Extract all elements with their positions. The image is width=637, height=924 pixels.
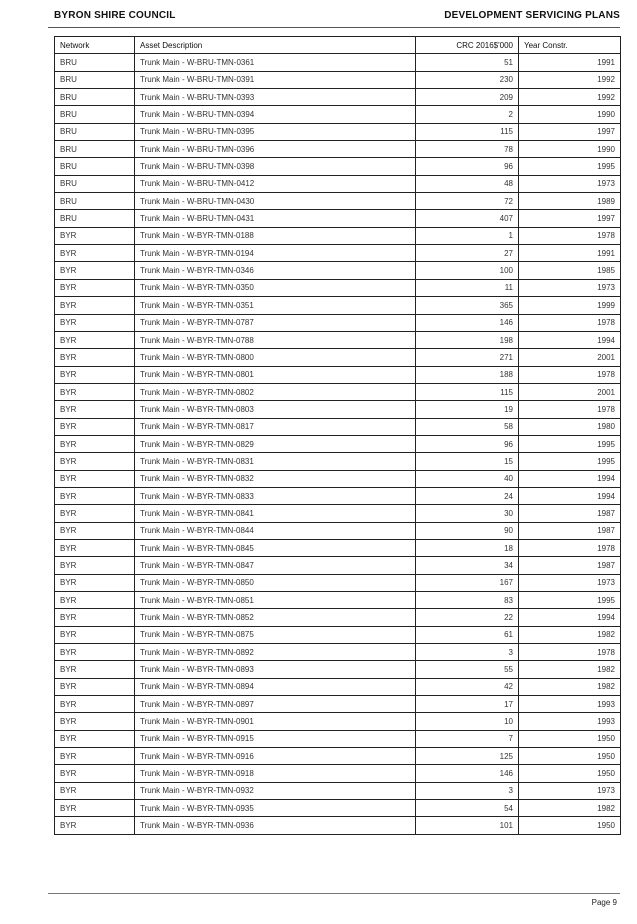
- network-cell: BYR: [55, 401, 135, 418]
- table-row: [55, 210, 621, 227]
- asset-description-cell: Trunk Main - W-BYR-TMN-0851: [135, 592, 416, 609]
- year-constructed-cell: 1973: [519, 279, 621, 296]
- crc-value-cell: 115: [416, 383, 519, 400]
- table-row: [55, 609, 621, 626]
- crc-value-cell: 19: [416, 401, 519, 418]
- network-cell: BRU: [55, 123, 135, 140]
- year-constructed-cell: 1982: [519, 800, 621, 817]
- crc-value-cell: 115: [416, 123, 519, 140]
- header-divider: [48, 27, 620, 28]
- network-cell: BYR: [55, 557, 135, 574]
- network-cell: BRU: [55, 158, 135, 175]
- table-row: [55, 800, 621, 817]
- asset-description-cell: Trunk Main - W-BRU-TMN-0391: [135, 71, 416, 88]
- network-cell: BYR: [55, 470, 135, 487]
- year-constructed-cell: 1973: [519, 574, 621, 591]
- asset-description-cell: Trunk Main - W-BRU-TMN-0412: [135, 175, 416, 192]
- crc-value-cell: 30: [416, 505, 519, 522]
- document-title: DEVELOPMENT SERVICING PLANS: [444, 10, 620, 21]
- table-row: [55, 557, 621, 574]
- year-constructed-cell: 1985: [519, 262, 621, 279]
- network-cell: BRU: [55, 89, 135, 106]
- table-row: [55, 817, 621, 834]
- crc-value-cell: 100: [416, 262, 519, 279]
- year-constructed-cell: 1999: [519, 297, 621, 314]
- asset-description-cell: Trunk Main - W-BYR-TMN-0841: [135, 505, 416, 522]
- year-constructed-cell: 1995: [519, 453, 621, 470]
- table-row: [55, 123, 621, 140]
- year-constructed-cell: 1982: [519, 661, 621, 678]
- year-constructed-cell: 1978: [519, 366, 621, 383]
- asset-description-cell: Trunk Main - W-BYR-TMN-0833: [135, 487, 416, 504]
- table-row: [55, 227, 621, 244]
- council-name: BYRON SHIRE COUNCIL: [54, 10, 176, 21]
- crc-value-cell: 125: [416, 748, 519, 765]
- asset-description-cell: Trunk Main - W-BYR-TMN-0894: [135, 678, 416, 695]
- asset-description-cell: Trunk Main - W-BYR-TMN-0351: [135, 297, 416, 314]
- asset-description-cell: Trunk Main - W-BYR-TMN-0847: [135, 557, 416, 574]
- network-cell: BRU: [55, 71, 135, 88]
- asset-table: [54, 36, 621, 835]
- table-row: [55, 401, 621, 418]
- crc-value-cell: 96: [416, 158, 519, 175]
- table-row: [55, 262, 621, 279]
- crc-value-cell: 54: [416, 800, 519, 817]
- crc-value-cell: 27: [416, 245, 519, 262]
- table-row: [55, 331, 621, 348]
- network-cell: BYR: [55, 366, 135, 383]
- table-row: [55, 175, 621, 192]
- crc-value-cell: 11: [416, 279, 519, 296]
- network-cell: BRU: [55, 193, 135, 210]
- year-constructed-cell: 1994: [519, 470, 621, 487]
- crc-value-cell: 15: [416, 453, 519, 470]
- crc-value-cell: 58: [416, 418, 519, 435]
- year-constructed-cell: 1995: [519, 158, 621, 175]
- crc-value-cell: 1: [416, 227, 519, 244]
- network-cell: BYR: [55, 817, 135, 834]
- crc-value-cell: 42: [416, 678, 519, 695]
- table-row: [55, 539, 621, 556]
- network-cell: BYR: [55, 297, 135, 314]
- year-constructed-cell: 1993: [519, 713, 621, 730]
- network-cell: BYR: [55, 782, 135, 799]
- network-cell: BYR: [55, 800, 135, 817]
- network-cell: BYR: [55, 383, 135, 400]
- table-row: [55, 435, 621, 452]
- year-constructed-cell: 1991: [519, 54, 621, 71]
- column-header-asset-description: Asset Description: [135, 37, 416, 54]
- year-constructed-cell: 1987: [519, 505, 621, 522]
- crc-value-cell: 72: [416, 193, 519, 210]
- table-row: [55, 661, 621, 678]
- table-row: [55, 314, 621, 331]
- asset-description-cell: Trunk Main - W-BYR-TMN-0852: [135, 609, 416, 626]
- table-row: [55, 522, 621, 539]
- table-row: [55, 748, 621, 765]
- network-cell: BYR: [55, 539, 135, 556]
- network-cell: BRU: [55, 141, 135, 158]
- asset-description-cell: Trunk Main - W-BYR-TMN-0188: [135, 227, 416, 244]
- year-constructed-cell: 1982: [519, 678, 621, 695]
- table-row: [55, 349, 621, 366]
- crc-value-cell: 209: [416, 89, 519, 106]
- network-cell: BYR: [55, 279, 135, 296]
- year-constructed-cell: 2001: [519, 383, 621, 400]
- asset-description-cell: Trunk Main - W-BYR-TMN-0875: [135, 626, 416, 643]
- asset-description-cell: Trunk Main - W-BYR-TMN-0893: [135, 661, 416, 678]
- year-constructed-cell: 1990: [519, 141, 621, 158]
- year-constructed-cell: 1993: [519, 696, 621, 713]
- asset-description-cell: Trunk Main - W-BRU-TMN-0395: [135, 123, 416, 140]
- crc-value-cell: 48: [416, 175, 519, 192]
- table-row: [55, 383, 621, 400]
- year-constructed-cell: 1973: [519, 175, 621, 192]
- column-header-year-constructed: Year Constr.: [519, 37, 621, 54]
- year-constructed-cell: 1978: [519, 644, 621, 661]
- crc-value-cell: 188: [416, 366, 519, 383]
- asset-description-cell: Trunk Main - W-BYR-TMN-0787: [135, 314, 416, 331]
- crc-value-cell: 40: [416, 470, 519, 487]
- year-constructed-cell: 1950: [519, 748, 621, 765]
- asset-description-cell: Trunk Main - W-BYR-TMN-0194: [135, 245, 416, 262]
- year-constructed-cell: 1978: [519, 401, 621, 418]
- crc-value-cell: 407: [416, 210, 519, 227]
- asset-description-cell: Trunk Main - W-BYR-TMN-0802: [135, 383, 416, 400]
- year-constructed-cell: 1994: [519, 609, 621, 626]
- network-cell: BYR: [55, 349, 135, 366]
- network-cell: BYR: [55, 678, 135, 695]
- table-row: [55, 158, 621, 175]
- table-row: [55, 418, 621, 435]
- table-row: [55, 487, 621, 504]
- asset-description-cell: Trunk Main - W-BYR-TMN-0844: [135, 522, 416, 539]
- year-constructed-cell: 1987: [519, 557, 621, 574]
- asset-description-cell: Trunk Main - W-BRU-TMN-0431: [135, 210, 416, 227]
- year-constructed-cell: 1980: [519, 418, 621, 435]
- table-row: [55, 89, 621, 106]
- network-cell: BYR: [55, 505, 135, 522]
- table-row: [55, 644, 621, 661]
- network-cell: BRU: [55, 175, 135, 192]
- asset-description-cell: Trunk Main - W-BYR-TMN-0788: [135, 331, 416, 348]
- network-cell: BYR: [55, 522, 135, 539]
- asset-description-cell: Trunk Main - W-BRU-TMN-0393: [135, 89, 416, 106]
- asset-description-cell: Trunk Main - W-BYR-TMN-0850: [135, 574, 416, 591]
- year-constructed-cell: 1950: [519, 817, 621, 834]
- table-row: [55, 279, 621, 296]
- year-constructed-cell: 1989: [519, 193, 621, 210]
- crc-value-cell: 198: [416, 331, 519, 348]
- network-cell: BYR: [55, 609, 135, 626]
- year-constructed-cell: 1950: [519, 730, 621, 747]
- year-constructed-cell: 1982: [519, 626, 621, 643]
- asset-description-cell: Trunk Main - W-BYR-TMN-0901: [135, 713, 416, 730]
- table-row: [55, 505, 621, 522]
- network-cell: BYR: [55, 453, 135, 470]
- column-header-network: Network: [55, 37, 135, 54]
- year-constructed-cell: 1991: [519, 245, 621, 262]
- table-row: [55, 592, 621, 609]
- network-cell: BRU: [55, 106, 135, 123]
- asset-description-cell: Trunk Main - W-BYR-TMN-0832: [135, 470, 416, 487]
- network-cell: BYR: [55, 331, 135, 348]
- asset-description-cell: Trunk Main - W-BRU-TMN-0394: [135, 106, 416, 123]
- crc-value-cell: 18: [416, 539, 519, 556]
- crc-value-cell: 7: [416, 730, 519, 747]
- table-row: [55, 626, 621, 643]
- asset-description-cell: Trunk Main - W-BYR-TMN-0915: [135, 730, 416, 747]
- network-cell: BYR: [55, 418, 135, 435]
- asset-description-cell: Trunk Main - W-BYR-TMN-0829: [135, 435, 416, 452]
- year-constructed-cell: 2001: [519, 349, 621, 366]
- network-cell: BYR: [55, 644, 135, 661]
- table-row: [55, 470, 621, 487]
- crc-value-cell: 146: [416, 314, 519, 331]
- crc-value-cell: 10: [416, 713, 519, 730]
- year-constructed-cell: 1997: [519, 210, 621, 227]
- crc-value-cell: 3: [416, 644, 519, 661]
- asset-description-cell: Trunk Main - W-BYR-TMN-0892: [135, 644, 416, 661]
- network-cell: BYR: [55, 765, 135, 782]
- network-cell: BYR: [55, 592, 135, 609]
- crc-value-cell: 167: [416, 574, 519, 591]
- table-row: [55, 696, 621, 713]
- crc-value-cell: 34: [416, 557, 519, 574]
- crc-value-cell: 51: [416, 54, 519, 71]
- asset-description-cell: Trunk Main - W-BYR-TMN-0350: [135, 279, 416, 296]
- asset-description-cell: Trunk Main - W-BYR-TMN-0817: [135, 418, 416, 435]
- network-cell: BYR: [55, 730, 135, 747]
- table-row: [55, 453, 621, 470]
- asset-description-cell: Trunk Main - W-BRU-TMN-0396: [135, 141, 416, 158]
- year-constructed-cell: 1973: [519, 782, 621, 799]
- table-row: [55, 730, 621, 747]
- footer-divider: [48, 893, 620, 894]
- crc-value-cell: 61: [416, 626, 519, 643]
- year-constructed-cell: 1978: [519, 314, 621, 331]
- year-constructed-cell: 1978: [519, 539, 621, 556]
- network-cell: BYR: [55, 748, 135, 765]
- crc-value-cell: 3: [416, 782, 519, 799]
- year-constructed-cell: 1994: [519, 331, 621, 348]
- asset-description-cell: Trunk Main - W-BYR-TMN-0831: [135, 453, 416, 470]
- table-row: [55, 366, 621, 383]
- table-row: [55, 245, 621, 262]
- year-constructed-cell: 1990: [519, 106, 621, 123]
- table-row: [55, 71, 621, 88]
- crc-value-cell: 2: [416, 106, 519, 123]
- asset-description-cell: Trunk Main - W-BYR-TMN-0845: [135, 539, 416, 556]
- table-row: [55, 54, 621, 71]
- table-row: [55, 574, 621, 591]
- table-header-row: [55, 37, 621, 54]
- asset-description-cell: Trunk Main - W-BYR-TMN-0346: [135, 262, 416, 279]
- network-cell: BYR: [55, 574, 135, 591]
- asset-description-cell: Trunk Main - W-BYR-TMN-0897: [135, 696, 416, 713]
- crc-value-cell: 83: [416, 592, 519, 609]
- crc-value-cell: 230: [416, 71, 519, 88]
- asset-description-cell: Trunk Main - W-BYR-TMN-0800: [135, 349, 416, 366]
- table-row: [55, 106, 621, 123]
- asset-description-cell: Trunk Main - W-BYR-TMN-0932: [135, 782, 416, 799]
- page-number: Page 9: [591, 898, 617, 907]
- network-cell: BYR: [55, 435, 135, 452]
- crc-value-cell: 17: [416, 696, 519, 713]
- asset-description-cell: Trunk Main - W-BYR-TMN-0936: [135, 817, 416, 834]
- crc-value-cell: 55: [416, 661, 519, 678]
- network-cell: BRU: [55, 54, 135, 71]
- network-cell: BYR: [55, 314, 135, 331]
- year-constructed-cell: 1995: [519, 435, 621, 452]
- table-row: [55, 297, 621, 314]
- network-cell: BYR: [55, 262, 135, 279]
- crc-value-cell: 24: [416, 487, 519, 504]
- network-cell: BRU: [55, 210, 135, 227]
- table-row: [55, 713, 621, 730]
- network-cell: BYR: [55, 227, 135, 244]
- network-cell: BYR: [55, 696, 135, 713]
- table-row: [55, 678, 621, 695]
- asset-description-cell: Trunk Main - W-BRU-TMN-0361: [135, 54, 416, 71]
- table-row: [55, 193, 621, 210]
- crc-value-cell: 271: [416, 349, 519, 366]
- crc-value-cell: 101: [416, 817, 519, 834]
- asset-description-cell: Trunk Main - W-BYR-TMN-0803: [135, 401, 416, 418]
- year-constructed-cell: 1992: [519, 89, 621, 106]
- column-header-crc: CRC 2016$'000: [416, 37, 519, 54]
- crc-value-cell: 78: [416, 141, 519, 158]
- asset-description-cell: Trunk Main - W-BYR-TMN-0935: [135, 800, 416, 817]
- table-row: [55, 782, 621, 799]
- year-constructed-cell: 1987: [519, 522, 621, 539]
- asset-description-cell: Trunk Main - W-BYR-TMN-0918: [135, 765, 416, 782]
- crc-value-cell: 365: [416, 297, 519, 314]
- asset-description-cell: Trunk Main - W-BRU-TMN-0398: [135, 158, 416, 175]
- asset-description-cell: Trunk Main - W-BRU-TMN-0430: [135, 193, 416, 210]
- year-constructed-cell: 1992: [519, 71, 621, 88]
- table-body: [55, 54, 621, 834]
- year-constructed-cell: 1995: [519, 592, 621, 609]
- year-constructed-cell: 1950: [519, 765, 621, 782]
- year-constructed-cell: 1997: [519, 123, 621, 140]
- crc-value-cell: 90: [416, 522, 519, 539]
- table-row: [55, 141, 621, 158]
- network-cell: BYR: [55, 713, 135, 730]
- year-constructed-cell: 1994: [519, 487, 621, 504]
- network-cell: BYR: [55, 245, 135, 262]
- network-cell: BYR: [55, 626, 135, 643]
- asset-description-cell: Trunk Main - W-BYR-TMN-0801: [135, 366, 416, 383]
- network-cell: BYR: [55, 487, 135, 504]
- network-cell: BYR: [55, 661, 135, 678]
- asset-description-cell: Trunk Main - W-BYR-TMN-0916: [135, 748, 416, 765]
- crc-value-cell: 96: [416, 435, 519, 452]
- year-constructed-cell: 1978: [519, 227, 621, 244]
- table-row: [55, 765, 621, 782]
- crc-value-cell: 22: [416, 609, 519, 626]
- crc-value-cell: 146: [416, 765, 519, 782]
